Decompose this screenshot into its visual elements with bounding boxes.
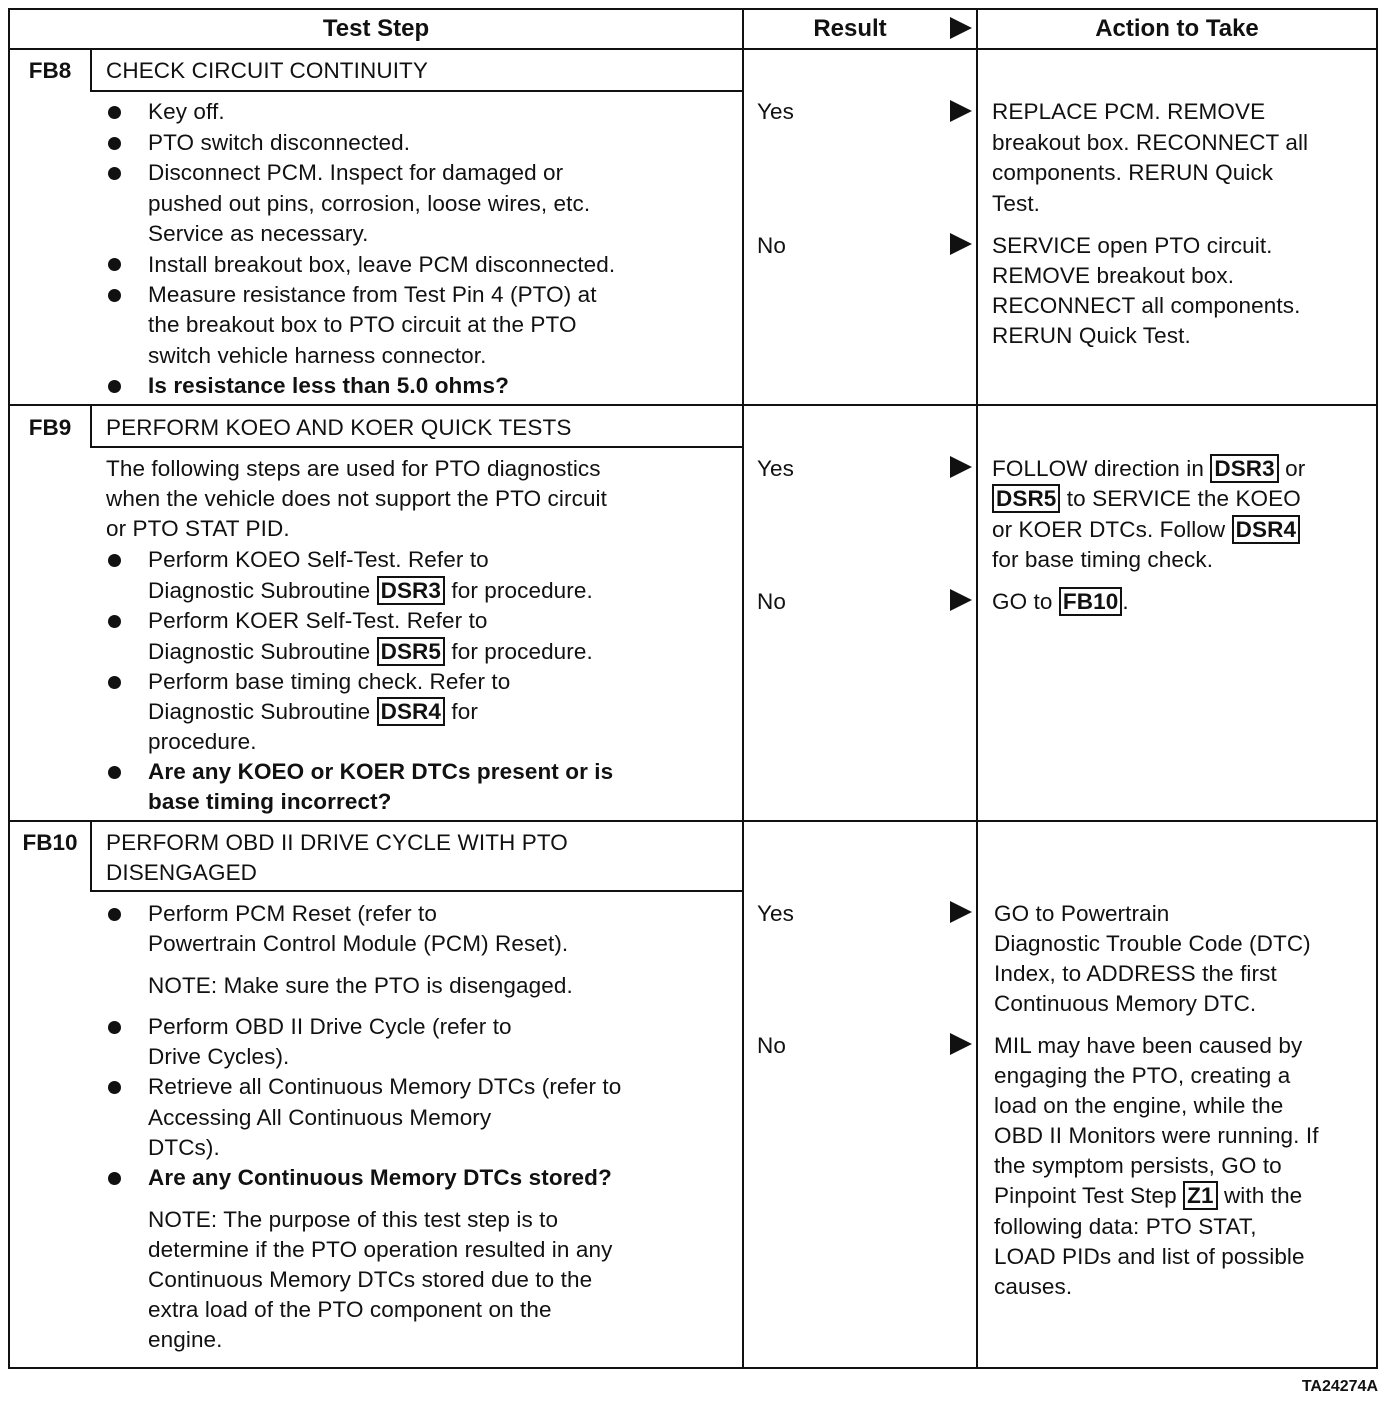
table-right-border xyxy=(1376,8,1378,1369)
fb10-note: Continuous Memory DTCs stored due to the xyxy=(148,1267,593,1292)
header-bottom-border xyxy=(8,48,1378,50)
fb9-action-yes xyxy=(992,484,1301,514)
step-id-fb10: FB10 xyxy=(22,830,78,855)
fb10-action-no: following data: PTO STAT, xyxy=(994,1214,1257,1239)
bullet-icon xyxy=(108,1081,121,1094)
fb9-line: Perform KOEO Self-Test. Refer to xyxy=(148,547,489,572)
fb8-result-no: No xyxy=(757,233,786,258)
fb9-result-no: No xyxy=(757,589,786,614)
fb10-action-no: OBD II Monitors were running. If xyxy=(994,1123,1319,1148)
bullet-icon xyxy=(108,766,121,779)
fb8-action-no: RERUN Quick Test. xyxy=(992,323,1191,348)
step-id-fb9: FB9 xyxy=(28,415,72,440)
fb8-line: Service as necessary. xyxy=(148,221,369,246)
fb8-id-divider xyxy=(90,48,92,92)
fb9-action-text: to SERVICE the KOEO xyxy=(1066,486,1301,511)
fb9-title-underline xyxy=(90,446,742,448)
fb9-intro: or PTO STAT PID. xyxy=(106,516,290,541)
header-arrow-icon xyxy=(950,17,972,39)
fb9-result-yes: Yes xyxy=(757,456,795,481)
header-action: Action to Take xyxy=(1095,15,1259,42)
fb8-action-no: REMOVE breakout box. xyxy=(992,263,1235,288)
fb8-action-yes: Test. xyxy=(992,191,1041,216)
fb10-action-no: MIL may have been caused by xyxy=(994,1033,1303,1058)
fb10-id-divider xyxy=(90,820,92,892)
fb9-id-divider xyxy=(90,404,92,448)
fb10-action-yes: Diagnostic Trouble Code (DTC) xyxy=(994,931,1311,956)
fb9-action-no xyxy=(992,587,1129,617)
fb8-line: Measure resistance from Test Pin 4 (PTO) at xyxy=(148,282,597,307)
ref-dsr3-link[interactable]: DSR3 xyxy=(377,576,445,605)
table-left-border xyxy=(8,8,10,1369)
fb9-line-text: for xyxy=(451,699,478,724)
step-title-fb9: PERFORM KOEO AND KOER QUICK TESTS xyxy=(106,415,572,440)
action-column-divider xyxy=(976,8,978,1369)
fb10-line: Drive Cycles). xyxy=(148,1044,290,1069)
arrow-right-icon xyxy=(950,901,972,923)
fb9-line-text: Diagnostic Subroutine xyxy=(148,578,371,603)
fb9-question: base timing incorrect? xyxy=(148,789,392,814)
fb8-action-yes: breakout box. RECONNECT all xyxy=(992,130,1309,155)
fb9-action-text: . xyxy=(1122,589,1129,614)
fb10-action-text: with the xyxy=(1223,1183,1303,1208)
fb9-line-text: for procedure. xyxy=(451,578,593,603)
fb9-action-yes xyxy=(992,454,1305,484)
fb9-action-text: FOLLOW direction in xyxy=(992,456,1204,481)
fb10-line: Retrieve all Continuous Memory DTCs (refer to xyxy=(148,1074,622,1099)
bullet-icon xyxy=(108,380,121,393)
ref-dsr4-link[interactable]: DSR4 xyxy=(1232,515,1300,544)
bullet-icon xyxy=(108,554,121,567)
ref-dsr4-link[interactable]: DSR4 xyxy=(377,697,445,726)
fb10-note: extra load of the PTO component on the xyxy=(148,1297,552,1322)
ref-z1-link[interactable]: Z1 xyxy=(1183,1181,1217,1210)
fb9-action-yes xyxy=(992,515,1300,545)
fb10-action-yes: Continuous Memory DTC. xyxy=(994,991,1257,1016)
fb9-line xyxy=(148,576,593,606)
fb9-action-text: or KOER DTCs. Follow xyxy=(992,517,1226,542)
fb10-result-no: No xyxy=(757,1033,786,1058)
bullet-icon xyxy=(108,289,121,302)
fb8-action-yes: components. RERUN Quick xyxy=(992,160,1274,185)
fb10-note: determine if the PTO operation resulted in any xyxy=(148,1237,613,1262)
arrow-right-icon xyxy=(950,100,972,122)
fb8-bottom-border xyxy=(8,404,1378,406)
header-test-step: Test Step xyxy=(322,15,430,42)
bullet-icon xyxy=(108,1021,121,1034)
fb8-question: Is resistance less than 5.0 ohms? xyxy=(148,373,509,398)
fb8-title-underline xyxy=(90,90,742,92)
table-bottom-border xyxy=(8,1367,1378,1369)
fb10-line: Perform OBD II Drive Cycle (refer to xyxy=(148,1014,512,1039)
fb8-line: the breakout box to PTO circuit at the PTO xyxy=(148,312,577,337)
fb9-intro: when the vehicle does not support the PTO circuit xyxy=(106,486,608,511)
bullet-icon xyxy=(108,258,121,271)
ref-dsr5-link[interactable]: DSR5 xyxy=(377,637,445,666)
step-title-fb10: PERFORM OBD II DRIVE CYCLE WITH PTO xyxy=(106,830,568,855)
fb8-line: Disconnect PCM. Inspect for damaged or xyxy=(148,160,564,185)
fb10-result-yes: Yes xyxy=(757,901,795,926)
fb8-action-no: SERVICE open PTO circuit. xyxy=(992,233,1273,258)
fb8-line: Key off. xyxy=(148,99,225,124)
arrow-right-icon xyxy=(950,1033,972,1055)
fb10-question: Are any Continuous Memory DTCs stored? xyxy=(148,1165,612,1190)
fb10-action-text: Pinpoint Test Step xyxy=(994,1183,1177,1208)
fb10-line: Perform PCM Reset (refer to xyxy=(148,901,438,926)
ref-dsr5-link[interactable]: DSR5 xyxy=(992,484,1060,513)
fb10-action-no: the symptom persists, GO to xyxy=(994,1153,1282,1178)
fb10-note: engine. xyxy=(148,1327,223,1352)
fb10-line: Powertrain Control Module (PCM) Reset). xyxy=(148,931,569,956)
ref-fb10-link[interactable]: FB10 xyxy=(1059,587,1122,616)
fb10-action-no xyxy=(994,1181,1302,1211)
fb10-action-no: LOAD PIDs and list of possible xyxy=(994,1244,1305,1269)
fb8-line: Install breakout box, leave PCM disconnected. xyxy=(148,252,616,277)
fb9-line: Perform KOER Self-Test. Refer to xyxy=(148,608,488,633)
bullet-icon xyxy=(108,106,121,119)
arrow-right-icon xyxy=(950,233,972,255)
fb9-question: Are any KOEO or KOER DTCs present or is xyxy=(148,759,614,784)
arrow-right-icon xyxy=(950,589,972,611)
fb10-action-yes: Index, to ADDRESS the first xyxy=(994,961,1277,986)
fb9-line: procedure. xyxy=(148,729,257,754)
fb10-action-no: causes. xyxy=(994,1274,1073,1299)
fb10-action-no: load on the engine, while the xyxy=(994,1093,1284,1118)
fb10-action-yes: GO to Powertrain xyxy=(994,901,1170,926)
fb9-action-text: or xyxy=(1285,456,1306,481)
bullet-icon xyxy=(108,1172,121,1185)
fb10-note: NOTE: Make sure the PTO is disengaged. xyxy=(148,973,573,998)
fb8-action-no: RECONNECT all components. xyxy=(992,293,1301,318)
fb8-line: switch vehicle harness connector. xyxy=(148,343,487,368)
step-title-fb10: DISENGAGED xyxy=(106,860,258,885)
fb8-line: pushed out pins, corrosion, loose wires, etc. xyxy=(148,191,591,216)
fb9-line-text: Diagnostic Subroutine xyxy=(148,639,371,664)
fb10-note: NOTE: The purpose of this test step is to xyxy=(148,1207,559,1232)
fb8-result-yes: Yes xyxy=(757,99,795,124)
fb8-line: PTO switch disconnected. xyxy=(148,130,411,155)
fb9-line-text: for procedure. xyxy=(451,639,593,664)
fb9-line: Perform base timing check. Refer to xyxy=(148,669,511,694)
header-result: Result xyxy=(813,15,887,42)
fb8-action-yes: REPLACE PCM. REMOVE xyxy=(992,99,1266,124)
ref-dsr3-link[interactable]: DSR3 xyxy=(1210,454,1278,483)
fb9-action-text: GO to xyxy=(992,589,1053,614)
bullet-icon xyxy=(108,615,121,628)
fb10-line: DTCs). xyxy=(148,1135,220,1160)
bullet-icon xyxy=(108,137,121,150)
fb10-title-underline xyxy=(90,890,742,892)
figure-id: TA24274A xyxy=(1301,1378,1378,1395)
step-title-fb8: CHECK CIRCUIT CONTINUITY xyxy=(106,58,428,83)
bullet-icon xyxy=(108,908,121,921)
fb10-action-no: engaging the PTO, creating a xyxy=(994,1063,1291,1088)
fb9-line-text: Diagnostic Subroutine xyxy=(148,699,371,724)
bullet-icon xyxy=(108,676,121,689)
fb9-bottom-border xyxy=(8,820,1378,822)
fb9-action-yes: for base timing check. xyxy=(992,547,1214,572)
arrow-right-icon xyxy=(950,456,972,478)
result-column-divider xyxy=(742,8,744,1369)
fb10-line: Accessing All Continuous Memory xyxy=(148,1105,492,1130)
fb9-line xyxy=(148,697,478,727)
step-id-fb8: FB8 xyxy=(28,58,72,83)
fb9-line xyxy=(148,637,593,667)
bullet-icon xyxy=(108,167,121,180)
fb9-intro: The following steps are used for PTO diagnostics xyxy=(106,456,601,481)
